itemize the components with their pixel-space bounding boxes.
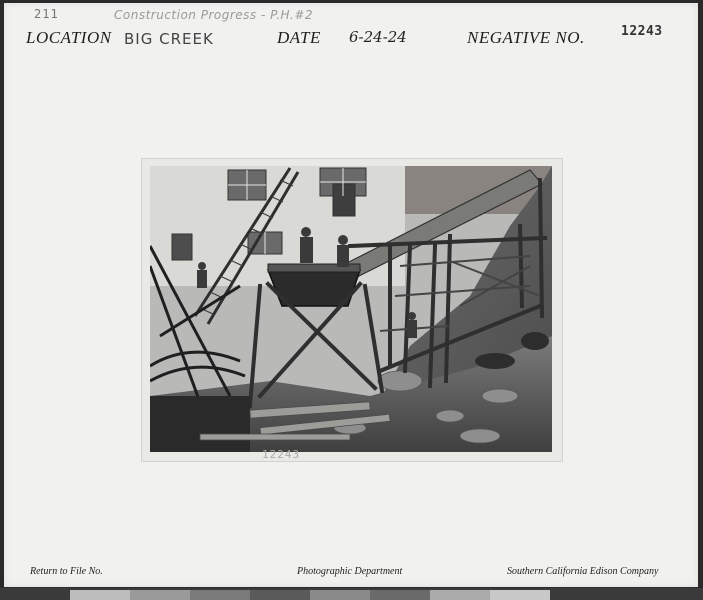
bottom-edge-strip [0,588,703,600]
date-label: DATE [277,28,321,47]
location-value: BIG CREEK [124,30,214,48]
footer-department: Photographic Department [297,566,403,577]
pencil-note: Construction Progress - P.H.#2 [114,8,314,22]
construction-scene-image [150,166,552,452]
corner-number: 211 [34,7,59,21]
date-value: 6-24-24 [349,28,407,46]
negative-number: 12243 [621,24,663,39]
footer-return-to-file: Return to File No. [30,566,103,577]
negative-label: NEGATIVE NO. [467,28,585,47]
photo-stamp-number: 12243 [262,448,301,461]
location-label: LOCATION [26,28,112,47]
construction-photograph [150,166,552,452]
footer-company: Southern California Edison Company [507,566,659,577]
